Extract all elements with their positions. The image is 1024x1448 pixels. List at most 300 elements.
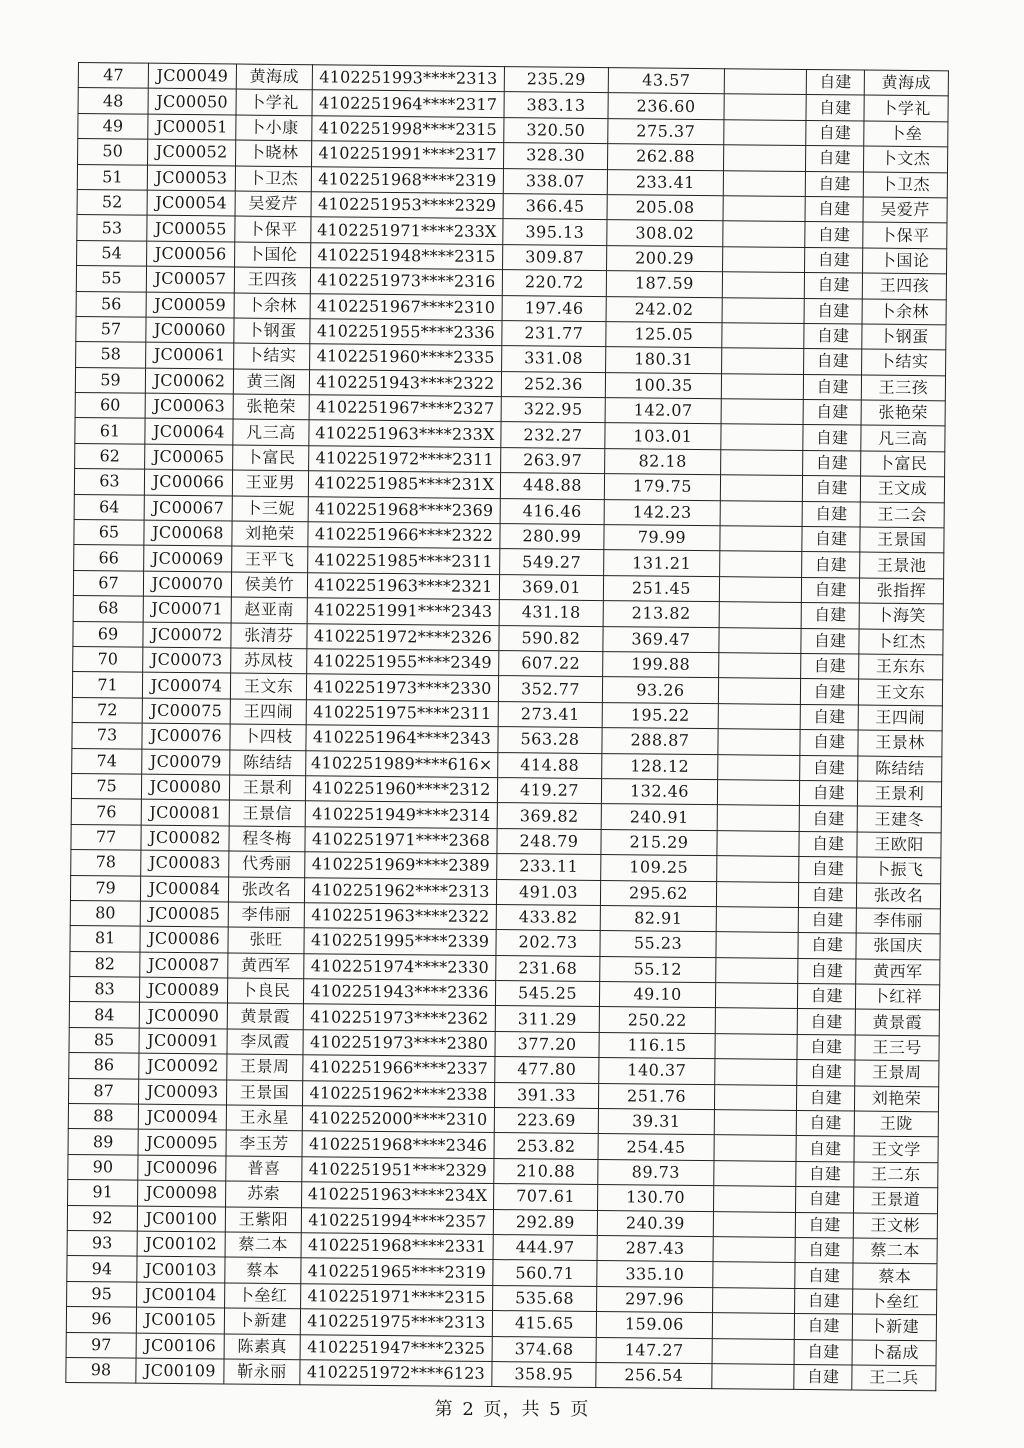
row-number: 64: [74, 494, 144, 520]
owner-name: 王东东: [859, 654, 943, 680]
applicant-name: 黄三阁: [233, 369, 309, 395]
area-value-2: 205.08: [607, 195, 723, 222]
area-value-1: 369.82: [497, 803, 601, 829]
footer-page-number: 2: [462, 1399, 475, 1420]
record-code: JC00106: [136, 1333, 224, 1359]
area-value-2: 55.12: [600, 956, 716, 983]
row-number: 77: [71, 824, 141, 850]
build-type: 自建: [801, 577, 859, 603]
id-number: 4102251995****2339: [304, 928, 496, 955]
applicant-name: 代秀丽: [229, 851, 305, 877]
applicant-name: 陈素真: [224, 1333, 300, 1359]
build-type: 自建: [800, 679, 858, 705]
blank-cell: [720, 500, 802, 526]
applicant-name: 王四孩: [234, 267, 310, 293]
record-code: JC00053: [147, 165, 235, 191]
build-type: 自建: [803, 450, 861, 476]
applicant-name: 苏索: [226, 1181, 302, 1207]
record-code: JC00080: [141, 774, 229, 800]
area-value-2: 79.99: [604, 525, 720, 552]
row-number: 60: [75, 393, 145, 419]
applicant-name: 王平飞: [232, 546, 308, 572]
applicant-name: 程冬梅: [229, 826, 305, 852]
area-value-2: 43.57: [608, 68, 724, 95]
blank-cell: [713, 1262, 795, 1288]
build-type: 自建: [798, 882, 856, 908]
row-number: 62: [75, 443, 145, 469]
record-code: JC00060: [146, 317, 234, 343]
area-value-1: 220.72: [502, 270, 606, 296]
build-type: 自建: [794, 1339, 852, 1365]
area-value-1: 535.68: [493, 1285, 597, 1311]
owner-name: 蔡二本: [853, 1238, 937, 1264]
id-number: 4102251972****2311: [309, 446, 501, 473]
owner-name: 王文成: [860, 476, 944, 502]
owner-name: 张国庆: [856, 933, 940, 959]
build-type: 自建: [805, 171, 863, 197]
area-value-1: 419.27: [497, 777, 601, 803]
row-number: 98: [66, 1357, 136, 1383]
blank-cell: [719, 576, 801, 602]
blank-cell: [721, 373, 803, 399]
record-code: JC00096: [138, 1155, 226, 1181]
record-code: JC00057: [146, 266, 234, 292]
blank-cell: [713, 1186, 795, 1212]
owner-name: 卜新建: [852, 1314, 936, 1340]
build-type: 自建: [804, 323, 862, 349]
applicant-name: 卜富民: [233, 445, 309, 471]
id-number: 4102251994****2357: [301, 1207, 493, 1234]
applicant-name: 王亚男: [232, 470, 308, 496]
area-value-1: 477.80: [495, 1057, 599, 1083]
owner-name: 卜富民: [861, 451, 945, 477]
record-code: JC00066: [144, 469, 232, 495]
applicant-name: 吴爱芹: [235, 191, 311, 217]
record-code: JC00072: [143, 622, 231, 648]
applicant-name: 卜余林: [234, 293, 310, 319]
row-number: 84: [69, 1002, 139, 1028]
row-number: 70: [73, 646, 143, 672]
row-number: 88: [68, 1103, 138, 1129]
owner-name: 王景国: [860, 527, 944, 553]
area-value-2: 82.91: [600, 905, 716, 932]
area-value-1: 391.33: [494, 1082, 598, 1108]
area-value-2: 233.41: [607, 169, 723, 196]
area-value-1: 273.41: [498, 701, 602, 727]
owner-name: 王景道: [853, 1187, 937, 1213]
build-type: 自建: [799, 857, 857, 883]
owner-name: 王三号: [855, 1035, 939, 1061]
record-code: JC00091: [139, 1028, 227, 1054]
area-value-1: 331.08: [502, 346, 606, 372]
area-value-1: 235.29: [504, 67, 608, 93]
id-number: 4102251968****2319: [311, 166, 503, 193]
owner-name: 卜国论: [863, 248, 947, 274]
blank-cell: [718, 678, 800, 704]
record-code: JC00079: [142, 749, 230, 775]
applicant-name: 卜四枝: [230, 724, 306, 750]
row-number: 95: [67, 1281, 137, 1307]
blank-cell: [716, 957, 798, 983]
blank-cell: [717, 830, 799, 856]
row-number: 50: [78, 139, 148, 165]
area-value-1: 374.68: [492, 1336, 596, 1362]
row-number: 55: [76, 266, 146, 292]
area-value-2: 295.62: [600, 880, 716, 907]
record-code: JC00075: [142, 698, 230, 724]
blank-cell: [717, 780, 799, 806]
record-code: JC00051: [148, 114, 236, 140]
owner-name: 黄景霞: [855, 1009, 939, 1035]
area-value-2: 116.15: [599, 1032, 715, 1059]
build-type: 自建: [798, 933, 856, 959]
owner-name: 陈结结: [858, 756, 942, 782]
record-code: JC00056: [147, 241, 235, 267]
record-code: JC00104: [137, 1282, 225, 1308]
applicant-name: 靳永丽: [224, 1359, 300, 1385]
build-type: 自建: [799, 831, 857, 857]
id-number: 4102251991****2343: [307, 598, 499, 625]
id-number: 4102251963****2322: [304, 903, 496, 930]
owner-name: 卜海笑: [859, 603, 943, 629]
area-value-1: 292.89: [493, 1209, 597, 1235]
blank-cell: [720, 526, 802, 552]
id-number: 4102251972****2326: [307, 623, 499, 650]
area-value-1: 414.88: [498, 752, 602, 778]
id-number: 4102251973****2380: [303, 1030, 495, 1057]
blank-cell: [714, 1160, 796, 1186]
build-type: 自建: [804, 298, 862, 324]
row-number: 54: [77, 240, 147, 266]
area-value-2: 213.82: [603, 601, 719, 628]
area-value-2: 200.29: [607, 245, 723, 272]
id-number: 4102251985****2311: [308, 547, 500, 574]
row-number: 72: [72, 697, 142, 723]
id-number: 4102251971****2315: [301, 1283, 493, 1310]
roster-table: [65, 62, 949, 1392]
applicant-name: 卜新建: [224, 1308, 300, 1334]
id-number: 4102251962****2313: [304, 877, 496, 904]
record-code: JC00074: [142, 673, 230, 699]
area-value-2: 199.88: [603, 652, 719, 679]
area-value-1: 431.18: [499, 600, 603, 626]
blank-cell: [718, 703, 800, 729]
build-type: 自建: [800, 730, 858, 756]
id-number: 4102251975****2311: [306, 699, 498, 726]
area-value-1: 232.27: [501, 422, 605, 448]
build-type: 自建: [797, 1034, 855, 1060]
build-type: 自建: [795, 1288, 853, 1314]
area-value-2: 242.02: [606, 296, 722, 323]
blank-cell: [717, 805, 799, 831]
build-type: 自建: [795, 1263, 853, 1289]
row-number: 61: [75, 418, 145, 444]
owner-name: 王建冬: [857, 806, 941, 832]
owner-name: 王陇: [854, 1111, 938, 1137]
applicant-name: 卜良民: [227, 978, 303, 1004]
id-number: 4102251951****2329: [302, 1156, 494, 1183]
id-number: 4102251960****2335: [310, 344, 502, 371]
build-type: 自建: [803, 374, 861, 400]
area-value-2: 130.70: [598, 1185, 714, 1212]
applicant-name: 卜结实: [234, 343, 310, 369]
row-number: 48: [78, 88, 148, 114]
blank-cell: [715, 1059, 797, 1085]
applicant-name: 王四闹: [230, 699, 306, 725]
id-number: 4102251971****2368: [305, 826, 497, 853]
area-value-1: 338.07: [503, 168, 607, 194]
id-number: 4102251947****2325: [300, 1334, 492, 1361]
record-code: JC00063: [145, 393, 233, 419]
blank-cell: [715, 983, 797, 1009]
area-value-1: 395.13: [503, 219, 607, 245]
row-number: 83: [69, 977, 139, 1003]
id-number: 4102251943****2336: [303, 979, 495, 1006]
id-number: 4102251985****231X: [308, 471, 500, 498]
blank-cell: [724, 94, 806, 120]
record-code: JC00073: [143, 647, 231, 673]
area-value-2: 100.35: [605, 372, 721, 399]
owner-name: 卜保平: [863, 222, 947, 248]
blank-cell: [714, 1110, 796, 1136]
applicant-name: 王紫阳: [225, 1207, 301, 1233]
footer-total-pages: 5: [549, 1399, 562, 1420]
applicant-name: 卜晓林: [236, 140, 312, 166]
row-number: 74: [72, 748, 142, 774]
build-type: 自建: [796, 1161, 854, 1187]
applicant-name: 王永星: [226, 1105, 302, 1131]
blank-cell: [719, 627, 801, 653]
area-value-1: 311.29: [495, 1006, 599, 1032]
record-code: JC00062: [145, 368, 233, 394]
id-number: 4102251963****233X: [309, 420, 501, 447]
page-footer: [0, 1395, 1024, 1421]
owner-name: 张指挥: [859, 578, 943, 604]
owner-name: 王二会: [860, 502, 944, 528]
document-sheet: [65, 62, 948, 1392]
build-type: 自建: [795, 1187, 853, 1213]
area-value-2: 55.23: [600, 931, 716, 958]
area-value-2: 215.29: [601, 829, 717, 856]
area-value-2: 180.31: [606, 347, 722, 374]
row-number: 51: [77, 164, 147, 190]
blank-cell: [717, 856, 799, 882]
area-value-2: 240.39: [597, 1210, 713, 1237]
row-number: 58: [76, 342, 146, 368]
blank-cell: [716, 881, 798, 907]
applicant-name: 王景周: [227, 1054, 303, 1080]
blank-cell: [716, 907, 798, 933]
area-value-1: 197.46: [502, 295, 606, 321]
area-value-1: 263.97: [501, 447, 605, 473]
row-number: 67: [73, 570, 143, 596]
area-value-1: 444.97: [493, 1235, 597, 1261]
id-number: 4102251964****2343: [306, 725, 498, 752]
area-value-2: 288.87: [602, 728, 718, 755]
area-value-2: 297.96: [597, 1286, 713, 1313]
row-number: 80: [70, 900, 140, 926]
area-value-1: 563.28: [498, 727, 602, 753]
record-code: JC00085: [140, 901, 228, 927]
area-value-1: 322.95: [501, 397, 605, 423]
area-value-1: 210.88: [494, 1158, 598, 1184]
row-number: 49: [78, 113, 148, 139]
blank-cell: [721, 399, 803, 425]
row-number: 52: [77, 189, 147, 215]
area-value-2: 251.45: [603, 575, 719, 602]
id-number: 4102251971****233X: [311, 217, 503, 244]
row-number: 68: [73, 596, 143, 622]
blank-cell: [715, 1034, 797, 1060]
record-code: JC00076: [142, 723, 230, 749]
build-type: 自建: [802, 501, 860, 527]
build-type: 自建: [795, 1212, 853, 1238]
blank-cell: [713, 1211, 795, 1237]
build-type: 自建: [802, 552, 860, 578]
applicant-name: 王景利: [229, 775, 305, 801]
area-value-2: 103.01: [605, 423, 721, 450]
blank-cell: [722, 297, 804, 323]
area-value-1: 223.69: [494, 1108, 598, 1134]
id-number: 4102251948****2315: [311, 242, 503, 269]
area-value-2: 369.47: [603, 626, 719, 653]
row-number: 73: [72, 723, 142, 749]
row-number: 76: [71, 799, 141, 825]
area-value-2: 125.05: [606, 321, 722, 348]
row-number: 59: [75, 367, 145, 393]
applicant-name: 张清芬: [231, 623, 307, 649]
area-value-2: 236.60: [608, 93, 724, 120]
area-value-2: 109.25: [601, 855, 717, 882]
build-type: 自建: [806, 95, 864, 121]
area-value-2: 187.59: [606, 271, 722, 298]
build-type: 自建: [804, 273, 862, 299]
id-number: 4102251960****2312: [305, 776, 497, 803]
row-number: 92: [67, 1205, 137, 1231]
record-code: JC00098: [138, 1180, 226, 1206]
record-code: JC00105: [136, 1307, 224, 1333]
owner-name: 王二东: [854, 1162, 938, 1188]
row-number: 57: [76, 316, 146, 342]
blank-cell: [714, 1084, 796, 1110]
build-type: 自建: [801, 603, 859, 629]
blank-cell: [722, 323, 804, 349]
area-value-2: 275.37: [608, 118, 724, 145]
blank-cell: [721, 450, 803, 476]
area-value-2: 254.45: [598, 1134, 714, 1161]
applicant-name: 黄西军: [228, 953, 304, 979]
row-number: 53: [77, 215, 147, 241]
id-number: 4102251991****2317: [312, 141, 504, 168]
applicant-name: 普喜: [226, 1156, 302, 1182]
area-value-2: 142.23: [604, 499, 720, 526]
record-code: JC00103: [137, 1256, 225, 1282]
build-type: 自建: [797, 1060, 855, 1086]
id-number: 4102251966****2322: [308, 522, 500, 549]
area-value-1: 252.36: [501, 371, 605, 397]
blank-cell: [719, 602, 801, 628]
area-value-2: 251.76: [598, 1083, 714, 1110]
area-value-1: 358.95: [492, 1361, 596, 1387]
footer-middle: 页，共: [483, 1399, 541, 1420]
applicant-name: 李凤霞: [227, 1029, 303, 1055]
applicant-name: 黄海成: [236, 64, 312, 90]
owner-name: 卜余林: [862, 299, 946, 325]
row-number: 86: [69, 1053, 139, 1079]
footer-suffix: 页: [570, 1399, 590, 1420]
build-type: 自建: [806, 120, 864, 146]
owner-name: 王二兵: [852, 1365, 936, 1391]
row-number: 93: [67, 1230, 137, 1256]
id-number: 4102251967****2310: [310, 293, 502, 320]
record-code: JC00050: [148, 89, 236, 115]
area-value-1: 280.99: [500, 524, 604, 550]
applicant-name: 苏凤枝: [231, 648, 307, 674]
blank-cell: [718, 729, 800, 755]
record-code: JC00100: [137, 1206, 225, 1232]
record-code: JC00081: [141, 799, 229, 825]
applicant-name: 李伟丽: [228, 902, 304, 928]
id-number: 4102251964****2317: [312, 90, 504, 117]
blank-cell: [719, 653, 801, 679]
area-value-1: 253.82: [494, 1133, 598, 1159]
build-type: 自建: [801, 653, 859, 679]
area-value-2: 49.10: [599, 982, 715, 1009]
applicant-name: 黄景霞: [227, 1003, 303, 1029]
area-value-2: 128.12: [602, 753, 718, 780]
owner-name: 卜卫杰: [863, 172, 947, 198]
id-number: 4102251973****2316: [310, 268, 502, 295]
build-type: 自建: [805, 196, 863, 222]
build-type: 自建: [797, 984, 855, 1010]
record-code: JC00083: [141, 850, 229, 876]
applicant-name: 卜卫杰: [235, 166, 311, 192]
applicant-name: 凡三高: [233, 419, 309, 445]
row-number: 85: [69, 1027, 139, 1053]
record-code: JC00069: [144, 546, 232, 572]
owner-name: 王景利: [857, 781, 941, 807]
blank-cell: [723, 170, 805, 196]
row-number: 97: [66, 1332, 136, 1358]
record-code: JC00071: [143, 596, 231, 622]
record-code: JC00067: [144, 495, 232, 521]
owner-name: 王景周: [855, 1060, 939, 1086]
blank-cell: [724, 69, 806, 95]
record-code: JC00082: [141, 825, 229, 851]
blank-cell: [723, 196, 805, 222]
area-value-1: 607.22: [499, 651, 603, 677]
id-number: 4102251953****2329: [311, 192, 503, 219]
applicant-name: 卜三妮: [232, 496, 308, 522]
area-value-2: 93.26: [602, 677, 718, 704]
record-code: JC00065: [145, 444, 233, 470]
area-value-1: 233.11: [497, 854, 601, 880]
id-number: 4102251998****2315: [312, 116, 504, 143]
record-code: JC00093: [138, 1079, 226, 1105]
id-number: 4102251989****616×: [306, 750, 498, 777]
owner-name: 卜红祥: [855, 984, 939, 1010]
blank-cell: [723, 145, 805, 171]
build-type: 自建: [802, 476, 860, 502]
applicant-name: 卜垒红: [225, 1283, 301, 1309]
area-value-1: 328.30: [504, 143, 608, 169]
area-value-2: 89.73: [598, 1159, 714, 1186]
id-number: 4102251962****2338: [302, 1080, 494, 1107]
blank-cell: [724, 119, 806, 145]
row-number: 82: [70, 951, 140, 977]
owner-name: 卜红杰: [859, 629, 943, 655]
blank-cell: [722, 272, 804, 298]
